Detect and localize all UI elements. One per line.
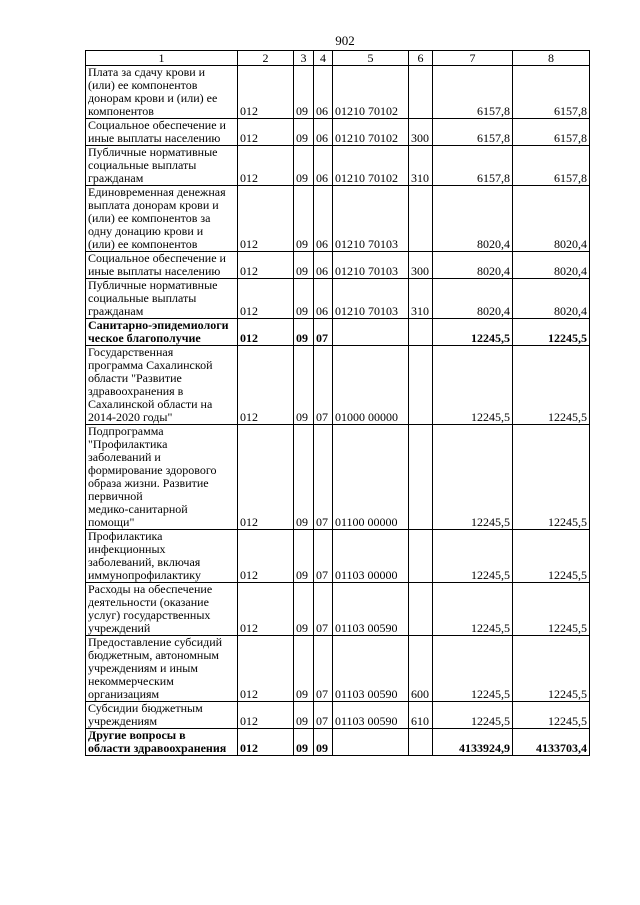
section-code-cell: 09 <box>294 146 314 186</box>
column-header: 2 <box>238 51 294 66</box>
header-row <box>86 51 590 66</box>
ministry-code-cell: 012 <box>238 530 294 583</box>
column-header: 7 <box>433 51 513 66</box>
amount-year1-cell: 12245,5 <box>433 530 513 583</box>
subsection-code-cell: 07 <box>314 346 333 425</box>
amount-year1-cell: 8020,4 <box>433 279 513 319</box>
amount-year1-cell: 4133924,9 <box>433 729 513 756</box>
amount-year2-cell: 6157,8 <box>513 66 590 119</box>
target-article-cell: 01210 70103 <box>333 252 409 279</box>
table-row <box>86 702 590 729</box>
subsection-code-cell: 07 <box>314 319 333 346</box>
row-name-cell: Подпрограмма "Профилактика заболеваний и формирование здорового образа жизни. Развитие первичной медико-санитарной помощи" <box>86 425 238 530</box>
subsection-code-cell: 07 <box>314 636 333 702</box>
table-row <box>86 146 590 186</box>
table-row <box>86 530 590 583</box>
amount-year1-cell: 8020,4 <box>433 186 513 252</box>
row-name-cell: Публичные нормативные социальные выплаты гражданам <box>86 279 238 319</box>
row-name-cell: Предоставление субсидий бюджетным, автономным учреждениям и иным некоммерческим организациям <box>86 636 238 702</box>
expense-type-cell: 300 <box>409 119 433 146</box>
subsection-code-cell: 06 <box>314 279 333 319</box>
expense-type-cell: 310 <box>409 279 433 319</box>
target-article-cell <box>333 729 409 756</box>
target-article-cell <box>333 319 409 346</box>
expense-type-cell <box>409 319 433 346</box>
row-name-cell: Государственная программа Сахалинской области "Развитие здравоохранения в Сахалинской области на 2014-2020 годы" <box>86 346 238 425</box>
subsection-code-cell: 07 <box>314 583 333 636</box>
amount-year2-cell: 8020,4 <box>513 279 590 319</box>
row-name-cell: Санитарно-эпидемиологи ческое благополучие <box>86 319 238 346</box>
section-code-cell: 09 <box>294 252 314 279</box>
table-row <box>86 66 590 119</box>
budget-table <box>85 50 590 756</box>
amount-year2-cell: 12245,5 <box>513 636 590 702</box>
row-name-cell: Плата за сдачу крови и (или) ее компонентов донорам крови и (или) ее компонентов <box>86 66 238 119</box>
target-article-cell: 01210 70102 <box>333 146 409 186</box>
amount-year2-cell: 8020,4 <box>513 252 590 279</box>
amount-year2-cell: 4133703,4 <box>513 729 590 756</box>
ministry-code-cell: 012 <box>238 319 294 346</box>
target-article-cell: 01000 00000 <box>333 346 409 425</box>
amount-year2-cell: 8020,4 <box>513 186 590 252</box>
amount-year2-cell: 6157,8 <box>513 119 590 146</box>
table-row <box>86 279 590 319</box>
table-row <box>86 119 590 146</box>
section-code-cell: 09 <box>294 346 314 425</box>
table-row <box>86 729 590 756</box>
subsection-code-cell: 07 <box>314 702 333 729</box>
amount-year1-cell: 6157,8 <box>433 146 513 186</box>
ministry-code-cell: 012 <box>238 279 294 319</box>
subsection-code-cell: 06 <box>314 119 333 146</box>
ministry-code-cell: 012 <box>238 583 294 636</box>
expense-type-cell: 610 <box>409 702 433 729</box>
column-header: 8 <box>513 51 590 66</box>
column-header: 6 <box>409 51 433 66</box>
ministry-code-cell: 012 <box>238 636 294 702</box>
expense-type-cell <box>409 729 433 756</box>
target-article-cell: 01100 00000 <box>333 425 409 530</box>
section-code-cell: 09 <box>294 636 314 702</box>
row-name-cell: Расходы на обеспечение деятельности (оказание услуг) государственных учреждений <box>86 583 238 636</box>
ministry-code-cell: 012 <box>238 729 294 756</box>
target-article-cell: 01103 00590 <box>333 636 409 702</box>
amount-year1-cell: 12245,5 <box>433 583 513 636</box>
target-article-cell: 01210 70103 <box>333 279 409 319</box>
table-row <box>86 583 590 636</box>
amount-year2-cell: 12245,5 <box>513 530 590 583</box>
amount-year1-cell: 6157,8 <box>433 119 513 146</box>
section-code-cell: 09 <box>294 119 314 146</box>
subsection-code-cell: 07 <box>314 425 333 530</box>
expense-type-cell <box>409 186 433 252</box>
amount-year2-cell: 12245,5 <box>513 702 590 729</box>
amount-year1-cell: 12245,5 <box>433 702 513 729</box>
subsection-code-cell: 06 <box>314 66 333 119</box>
amount-year2-cell: 6157,8 <box>513 146 590 186</box>
ministry-code-cell: 012 <box>238 425 294 530</box>
expense-type-cell <box>409 583 433 636</box>
column-header: 3 <box>294 51 314 66</box>
amount-year1-cell: 12245,5 <box>433 346 513 425</box>
ministry-code-cell: 012 <box>238 252 294 279</box>
section-code-cell: 09 <box>294 425 314 530</box>
column-header: 5 <box>333 51 409 66</box>
ministry-code-cell: 012 <box>238 346 294 425</box>
amount-year1-cell: 12245,5 <box>433 425 513 530</box>
section-code-cell: 09 <box>294 583 314 636</box>
amount-year1-cell: 12245,5 <box>433 636 513 702</box>
row-name-cell: Субсидии бюджетным учреждениям <box>86 702 238 729</box>
ministry-code-cell: 012 <box>238 186 294 252</box>
amount-year2-cell: 12245,5 <box>513 346 590 425</box>
section-code-cell: 09 <box>294 66 314 119</box>
row-name-cell: Публичные нормативные социальные выплаты гражданам <box>86 146 238 186</box>
subsection-code-cell: 06 <box>314 146 333 186</box>
table-row <box>86 186 590 252</box>
ministry-code-cell: 012 <box>238 119 294 146</box>
target-article-cell: 01210 70102 <box>333 119 409 146</box>
expense-type-cell <box>409 346 433 425</box>
target-article-cell: 01103 00590 <box>333 583 409 636</box>
subsection-code-cell: 07 <box>314 530 333 583</box>
subsection-code-cell: 06 <box>314 252 333 279</box>
column-header: 4 <box>314 51 333 66</box>
row-name-cell: Социальное обеспечение и иные выплаты населению <box>86 252 238 279</box>
amount-year1-cell: 6157,8 <box>433 66 513 119</box>
amount-year1-cell: 8020,4 <box>433 252 513 279</box>
row-name-cell: Единовременная денежная выплата донорам крови и (или) ее компонентов за одну донацию крови и (или) ее компонентов <box>86 186 238 252</box>
row-name-cell: Профилактика инфекционных заболеваний, включая иммунопрофилактику <box>86 530 238 583</box>
ministry-code-cell: 012 <box>238 702 294 729</box>
expense-type-cell <box>409 66 433 119</box>
row-name-cell: Социальное обеспечение и иные выплаты населению <box>86 119 238 146</box>
section-code-cell: 09 <box>294 729 314 756</box>
section-code-cell: 09 <box>294 530 314 583</box>
section-code-cell: 09 <box>294 186 314 252</box>
table-row <box>86 636 590 702</box>
target-article-cell: 01210 70103 <box>333 186 409 252</box>
target-article-cell: 01103 00000 <box>333 530 409 583</box>
target-article-cell: 01103 00590 <box>333 702 409 729</box>
expense-type-cell <box>409 530 433 583</box>
section-code-cell: 09 <box>294 279 314 319</box>
target-article-cell: 01210 70102 <box>333 66 409 119</box>
amount-year1-cell: 12245,5 <box>433 319 513 346</box>
table-row <box>86 319 590 346</box>
ministry-code-cell: 012 <box>238 146 294 186</box>
ministry-code-cell: 012 <box>238 66 294 119</box>
table-body <box>86 51 590 756</box>
page-number: 902 <box>335 33 355 48</box>
expense-type-cell: 300 <box>409 252 433 279</box>
row-name-cell: Другие вопросы в области здравоохранения <box>86 729 238 756</box>
table-row <box>86 425 590 530</box>
table-row <box>86 252 590 279</box>
amount-year2-cell: 12245,5 <box>513 319 590 346</box>
subsection-code-cell: 09 <box>314 729 333 756</box>
table-row <box>86 346 590 425</box>
expense-type-cell: 600 <box>409 636 433 702</box>
section-code-cell: 09 <box>294 702 314 729</box>
section-code-cell: 09 <box>294 319 314 346</box>
subsection-code-cell: 06 <box>314 186 333 252</box>
amount-year2-cell: 12245,5 <box>513 583 590 636</box>
expense-type-cell: 310 <box>409 146 433 186</box>
expense-type-cell <box>409 425 433 530</box>
amount-year2-cell: 12245,5 <box>513 425 590 530</box>
column-header: 1 <box>86 51 238 66</box>
